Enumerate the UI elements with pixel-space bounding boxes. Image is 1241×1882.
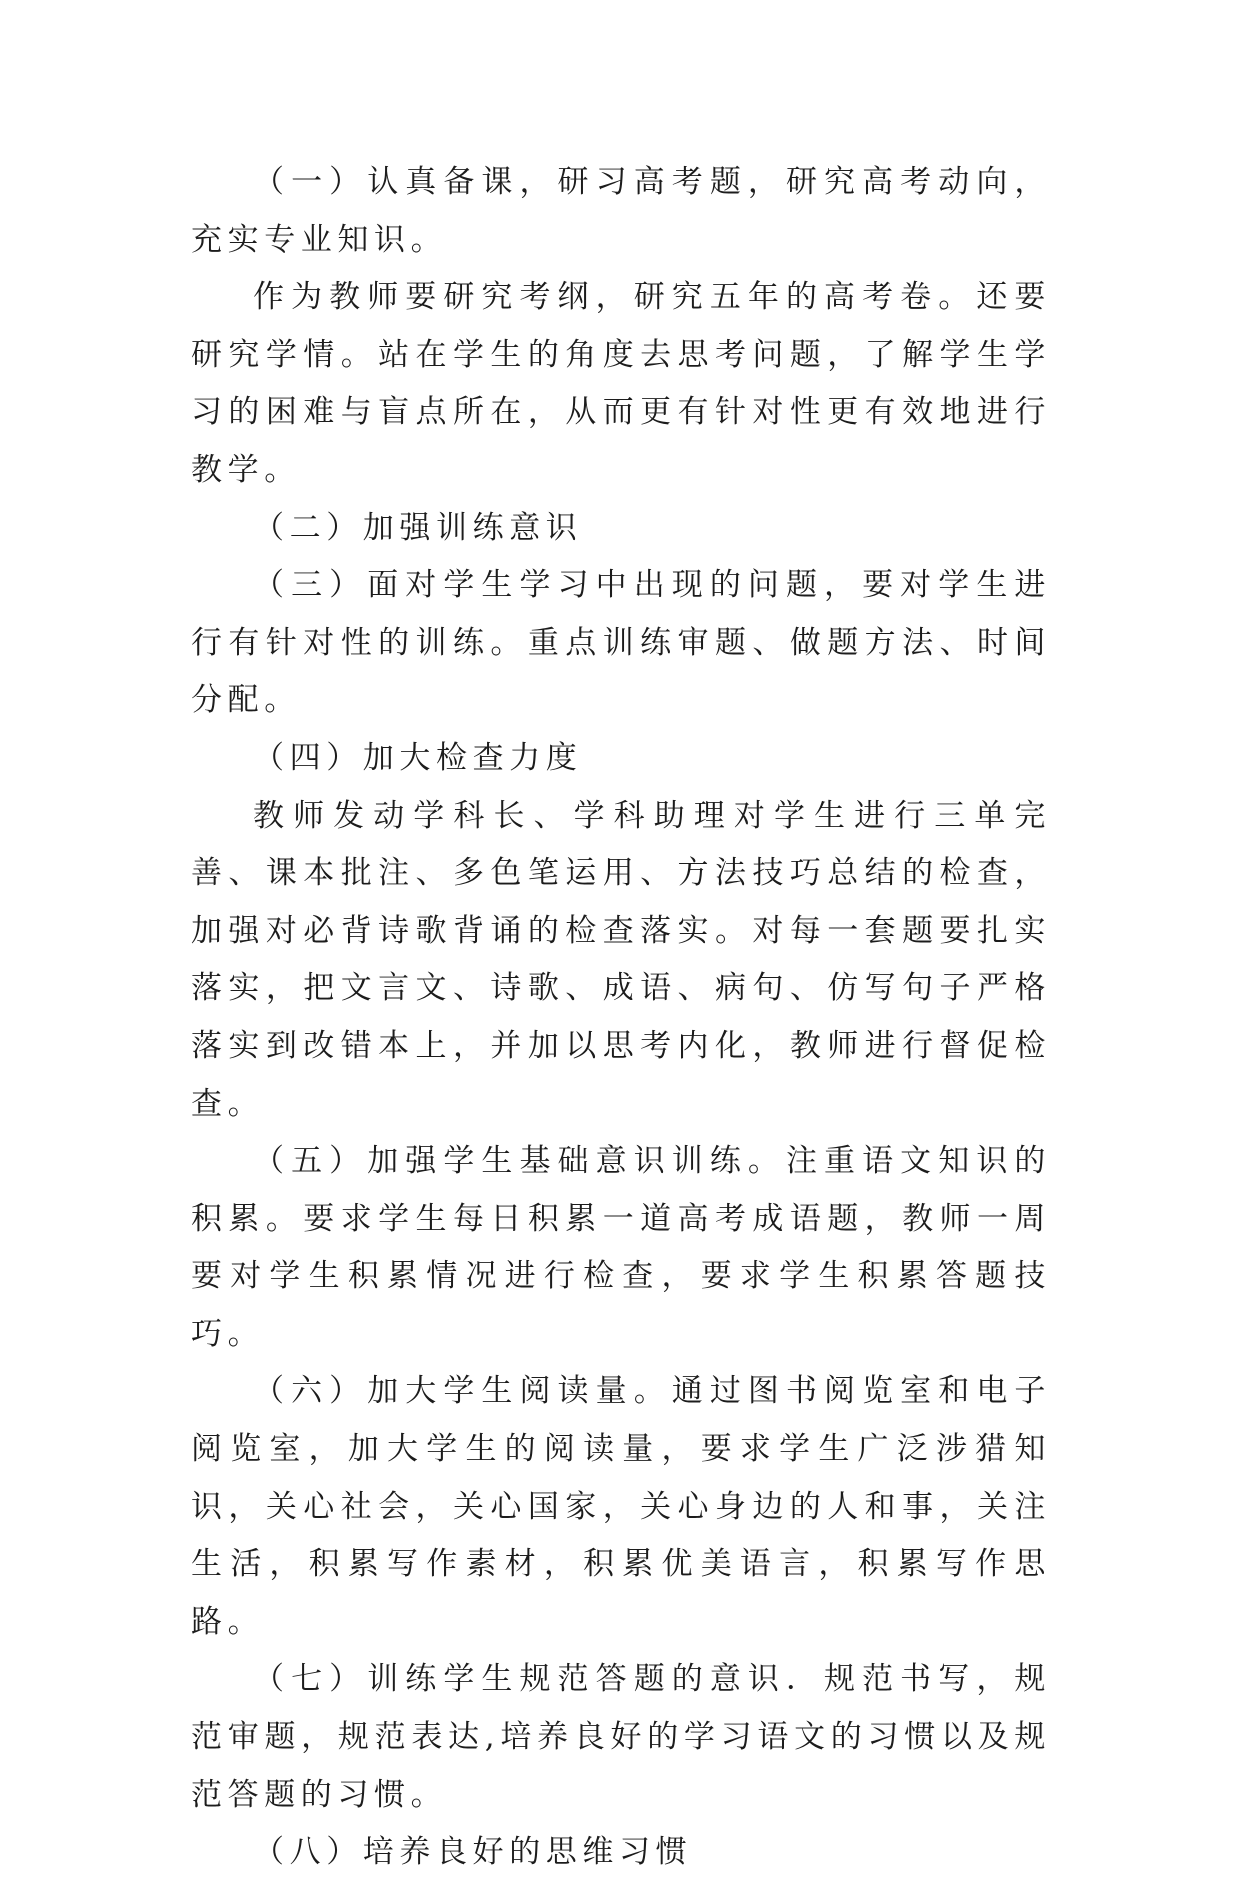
paragraph-6: 教师发动学科长、学科助理对学生进行三单完善、课本批注、多色笔运用、方法技巧总结的检查，加强对必背诗歌背诵的检查落实。对每一套题要扎实落实，把文言文、诗歌、成语、病句、仿写句子严格落实到改错本上，并加以思考内化，教师进行督促检查。: [191, 797, 1051, 1122]
paragraph-10: （八）培养良好的思维习惯: [253, 1834, 693, 1871]
paragraph-7: （五）加强学生基础意识训练。注重语文知识的积累。要求学生每日积累一道高考成语题，教师一周要对学生积累情况进行检查，要求学生积累答题技巧。: [191, 1143, 1051, 1352]
paragraph-1: （一）认真备课，研习高考题，研究高考动向，充实专业知识。: [191, 164, 1051, 258]
paragraph-2: 作为教师要研究考纲，研究五年的高考卷。还要研究学情。站在学生的角度去思考问题，了解学生学习的困难与盲点所在，从而更有针对性更有效地进行教学。: [191, 279, 1051, 488]
paragraph-5: （四）加大检查力度: [253, 739, 583, 776]
paragraph-8: （六）加大学生阅读量。通过图书阅览室和电子阅览室，加大学生的阅读量，要求学生广泛涉猎知识，关心社会，关心国家，关心身边的人和事，关注生活，积累写作素材，积累优美语言，积累写作思路。: [191, 1373, 1051, 1640]
paragraph-4: （三）面对学生学习中出现的问题，要对学生进行有针对性的训练。重点训练审题、做题方法、时间分配。: [191, 567, 1051, 719]
document-body: [191, 154, 1051, 1882]
paragraph-9: （七）训练学生规范答题的意识．规范书写，规范审题，规范表达,培养良好的学习语文的习惯以及规范答题的习惯。: [191, 1661, 1051, 1813]
paragraph-3: （二）加强训练意识: [253, 509, 583, 546]
